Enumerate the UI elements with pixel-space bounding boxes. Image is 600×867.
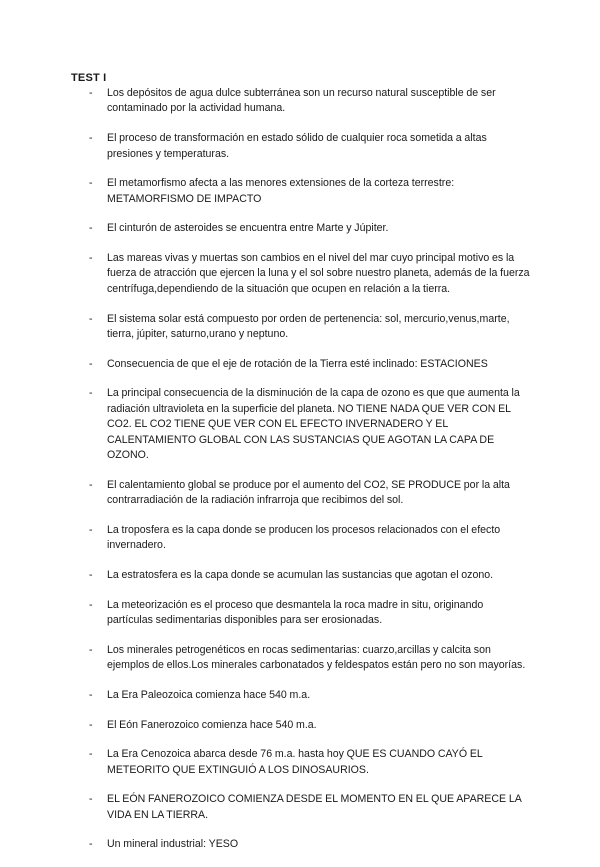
statement-text: El proceso de transformación en estado sólido de cualquier roca sometida a altas presiones y temperaturas. xyxy=(107,132,487,160)
bullet-dash: - xyxy=(89,748,93,761)
statement-item xyxy=(0,837,600,852)
bullet-dash: - xyxy=(89,718,93,731)
statement-list xyxy=(0,86,600,867)
statement-text: El Eón Fanerozoico comienza hace 540 m.a. xyxy=(107,718,317,731)
bullet-dash: - xyxy=(89,87,93,99)
bullet-dash: - xyxy=(89,643,93,656)
statement-item xyxy=(0,86,600,117)
statement-item xyxy=(0,386,600,463)
bullet-dash: - xyxy=(89,478,93,491)
statement-text: El sistema solar está compuesto por orden de pertenencia: sol, mercurio,venus,marte, tierra, júpiter, saturno,urano y neptuno. xyxy=(107,312,510,340)
statement-text: La principal consecuencia de la disminución de la capa de ozono es que que aumenta la radiación ultravioleta en la superficie del planeta. NO TIENE NADA QUE VER CON EL CO2. EL CO2 TIENE QUE VER CON EL EFECTO INVERNADERO Y EL CALENTAMIENTO GLOBAL CON LAS SUSTANCIAS QUE AGOTAN LA CAPA DE OZONO. xyxy=(107,387,520,461)
statement-item xyxy=(0,688,600,703)
statement-item xyxy=(0,176,600,207)
bullet-dash: - xyxy=(89,132,93,145)
statement-text: La estratosfera es la capa donde se acumulan las sustancias que agotan el ozono. xyxy=(107,568,494,581)
bullet-dash: - xyxy=(89,568,93,581)
statement-item xyxy=(0,357,600,372)
statement-item xyxy=(0,478,600,509)
statement-text: Los depósitos de agua dulce subterránea son un recurso natural susceptible de ser contaminado por la actividad humana. xyxy=(107,87,496,115)
statement-text: Los minerales petrogenéticos en rocas sedimentarias: cuarzo,arcillas y calcita son ejemplos de ellos.Los minerales carbonatados y feldespatos están pero no son mayorías. xyxy=(107,643,526,672)
statement-item xyxy=(0,747,600,778)
statement-item xyxy=(0,523,600,554)
bullet-dash: - xyxy=(89,793,93,806)
statement-item xyxy=(0,568,600,583)
statement-text: Las mareas vivas y muertas son cambios en el nivel del mar cuyo principal motivo es la fuerza de atracción que ejercen la luna y el sol sobre nuestro planeta, además de la fuerza centrífuga,dependiendo de la situación que ocupen en relación a la tierra. xyxy=(107,252,530,295)
test-title: TEST I xyxy=(71,72,107,84)
statement-text: La Era Paleozoica comienza hace 540 m.a. xyxy=(107,688,311,701)
bullet-dash: - xyxy=(89,838,93,851)
bullet-dash: - xyxy=(89,523,93,536)
bullet-dash: - xyxy=(89,222,93,235)
statement-text: El metamorfismo afecta a las menores extensiones de la corteza terrestre: METAMORFISMO DE IMPACTO xyxy=(107,177,455,205)
statement-item xyxy=(0,312,600,343)
bullet-dash: - xyxy=(89,688,93,701)
bullet-dash: - xyxy=(89,387,93,400)
statement-text: La troposfera es la capa donde se producen los procesos relacionados con el efecto invernadero. xyxy=(107,523,501,552)
statement-item xyxy=(0,643,600,674)
bullet-dash: - xyxy=(89,252,93,265)
statement-text: La Era Cenozoica abarca desde 76 m.a. hasta hoy QUE ES CUANDO CAYÓ EL METEORITO QUE EXTINGUIÓ A LOS DINOSAURIOS. xyxy=(107,748,483,776)
statement-text: El calentamiento global se produce por el aumento del CO2, SE PRODUCE por la alta contrarradiación de la radiación infrarroja que recibimos del sol. xyxy=(107,478,510,507)
statement-item xyxy=(0,221,600,236)
statement-text: La meteorización es el proceso que desmantela la roca madre in situ, originando partículas sedimentarias disponibles para ser erosionadas. xyxy=(107,598,484,627)
statement-text: Un mineral industrial: YESO xyxy=(107,838,239,851)
bullet-dash: - xyxy=(89,357,93,370)
statement-item xyxy=(0,251,600,297)
statement-text: El cinturón de asteroides se encuentra entre Marte y Júpiter. xyxy=(107,222,389,235)
statement-item xyxy=(0,598,600,629)
statement-text: Consecuencia de que el eje de rotación de la Tierra esté inclinado: ESTACIONES xyxy=(107,357,488,370)
statement-item xyxy=(0,718,600,733)
statement-item xyxy=(0,792,600,823)
statement-text: EL EÓN FANEROZOICO COMIENZA DESDE EL MOMENTO EN EL QUE APARECE LA VIDA EN LA TIERRA. xyxy=(107,793,522,821)
bullet-dash: - xyxy=(89,598,93,611)
statement-item xyxy=(0,131,600,162)
bullet-dash: - xyxy=(89,177,93,190)
bullet-dash: - xyxy=(89,312,93,325)
